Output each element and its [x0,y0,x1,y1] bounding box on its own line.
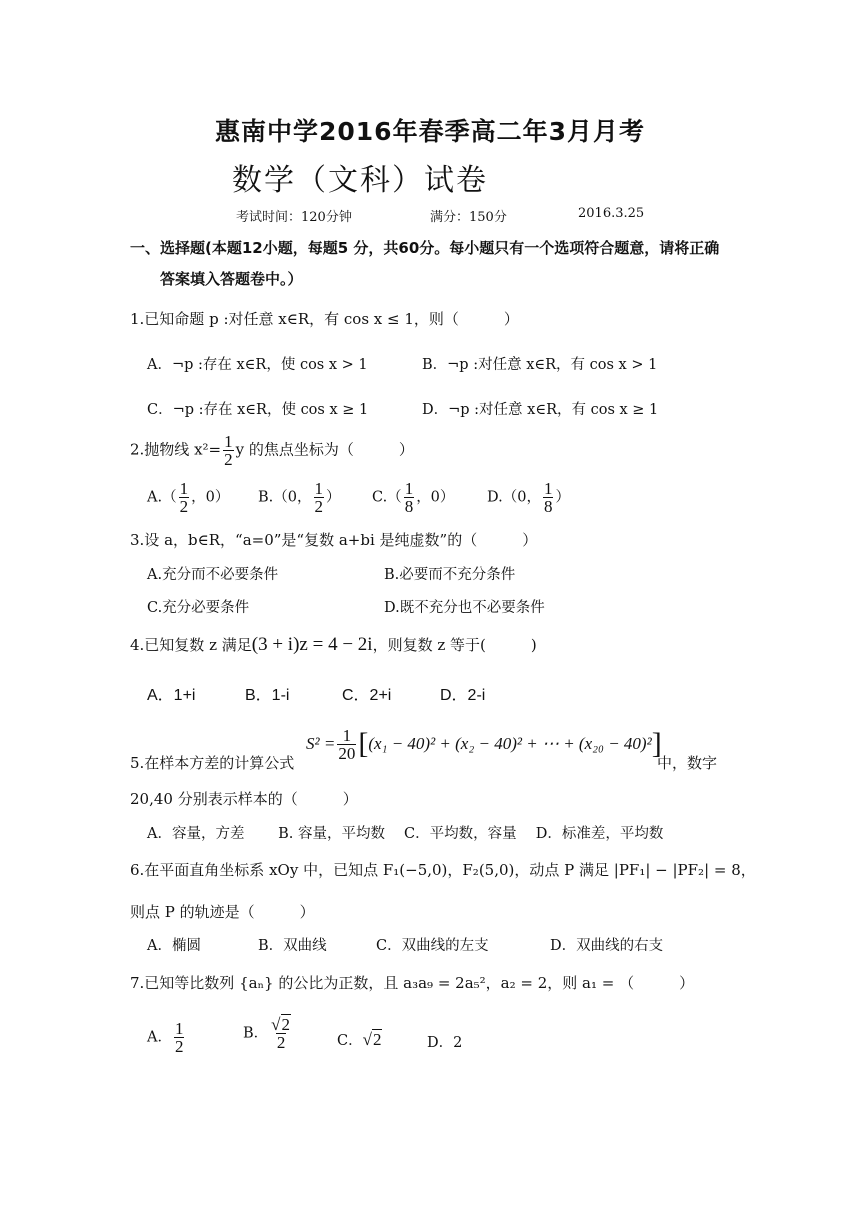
fraction-denominator: 2 [179,497,189,516]
fraction-denominator: 20 [338,744,356,763]
question-3-option-b: B.必要而不充分条件 [384,567,516,583]
question-2-option-c [372,480,454,515]
option-suffix: ） [555,489,570,506]
fraction-numerator: 1 [174,1019,184,1038]
question-6-option-b: B．双曲线 [258,938,327,954]
radicand: 2 [281,1015,290,1034]
question-1-option-c: C．¬p :存在 x∈R，使 cos x ≥ 1 [147,402,369,418]
fraction-numerator: 1 [314,479,323,498]
question-3-option-a: A.充分而不必要条件 [147,567,279,583]
square-root: √2 [362,1030,382,1049]
fraction-denominator: 2 [174,1037,184,1056]
fraction-numerator: 1 [179,479,189,498]
question-2-stem-end: y 的焦点坐标为（ ） [235,440,414,459]
question-2-option-a [147,480,229,515]
question-6-stem-end: 则点 P 的轨迹是（ ） [130,903,315,921]
fraction-numerator: √2 [271,1015,290,1034]
exam-date: 2016.3.25 [578,206,645,221]
complex-equation: (3 + i)z = 4 − 2i [251,634,373,655]
question-7-stem: 7.已知等比数列 {aₙ} 的公比为正数，且 a₃a₉ = 2a₅²，a₂ = 2，则 a₁ = （ ） [130,974,695,992]
question-1-option-b: B．¬p :对任意 x∈R，有 cos x > 1 [422,357,658,373]
question-4-stem-start: 4.已知复数 z 满足 [130,636,252,654]
fraction-one-half [223,433,234,468]
question-7-option-c [337,1029,382,1050]
question-6-option-d: D．双曲线的右支 [550,938,664,954]
section-heading-line2: 答案填入答题卷中。） [160,270,303,288]
section-heading-line1: 一、选择题(本题12小题，每题5 分，共60分。每小题只有一个选项符合题意，请将正确 [130,239,720,257]
fraction-one-half [174,1020,185,1055]
question-2-stem [130,433,414,468]
question-6-option-c: C．双曲线的左支 [376,938,489,954]
question-7-option-b [243,1016,294,1051]
question-3-option-c: C.充分必要条件 [147,600,250,616]
question-2-option-d [487,480,570,515]
fraction-numerator: 1 [404,479,414,498]
option-prefix: A.（ [147,489,177,506]
option-label: A． [147,1029,172,1046]
question-5-options: A．容量，方差 B. 容量，平均数 C．平均数，容量 D．标准差，平均数 [147,826,664,842]
fraction-one-eighth [543,480,554,515]
left-bracket: [ [358,727,369,760]
option-label: C． [337,1033,363,1049]
question-3-stem: 3.设 a，b∈R，“a=0”是“复数 a+bi 是纯虚数”的（ ） [130,531,538,549]
fraction-numerator: 1 [543,479,553,498]
fraction-denominator: 8 [404,497,414,516]
question-5-stem-start: 5.在样本方差的计算公式 [130,754,295,772]
question-2-option-b [258,480,341,515]
question-4-option-c: C．2+i [342,687,392,704]
question-4-option-b: B．1-i [245,687,290,704]
option-suffix: ，0） [416,489,455,506]
question-6-stem: 6.在平面直角坐标系 xOy 中，已知点 F₁(−5,0)，F₂(5,0)，动点 P 满足 |PF₁| − |PF₂| = 8， [130,861,756,879]
question-7-option-d: D．2 [427,1035,463,1051]
option-label: B． [243,1025,269,1042]
option-prefix: D.（0， [487,489,541,506]
question-5-stem-end: 20,40 分别表示样本的（ ） [130,790,358,808]
question-7-option-a [147,1020,186,1055]
exam-subject-title: 数学（文科）试卷 [232,163,488,198]
fraction-numerator: 1 [342,726,352,745]
question-5-stem-middle: 中，数字 [657,754,718,772]
option-prefix: B.（0， [258,489,312,506]
question-4-option-d: D．2-i [440,687,486,704]
option-suffix: ，0） [191,489,230,506]
question-4-stem [130,634,537,656]
right-bracket: ] [651,727,662,760]
exam-score: 满分：150分 [430,210,507,225]
question-1-option-d: D．¬p :对任意 x∈R，有 cos x ≥ 1 [422,402,659,418]
fraction-denominator: 2 [276,1033,286,1052]
question-6-option-a: A．椭圆 [147,938,201,954]
variance-sum: (x₁ − 40)² + (x₂ − 40)² + ⋯ + (x₂₀ − 40)² [368,734,652,753]
fraction-numerator: 1 [224,432,233,451]
fraction-denominator: 8 [543,497,553,516]
fraction-one-half [179,480,190,515]
question-4-stem-end: ，则复数 z 等于( ) [372,636,537,654]
fraction-root-two-over-two [270,1016,292,1051]
question-2-stem-start: 2.抛物线 x²= [130,440,222,459]
fraction-one-eighth [404,480,415,515]
fraction-denominator: 2 [224,450,233,469]
question-3-option-d: D.既不充分也不必要条件 [384,600,545,616]
option-suffix: ） [326,489,341,506]
question-4-option-a: A．1+i [147,687,196,704]
radicand: 2 [372,1030,382,1049]
variance-formula [306,727,662,762]
fraction-one-half [314,480,325,515]
exam-school-title: 惠南中学2016年春季高二年3月月考 [215,117,645,146]
question-1-option-a: A．¬p :存在 x∈R，使 cos x > 1 [147,357,368,373]
question-1-stem: 1.已知命题 p :对任意 x∈R，有 cos x ≤ 1，则（ ） [130,310,519,328]
option-prefix: C.（ [372,489,402,506]
variance-lhs: S² = [306,734,336,753]
exam-time: 考试时间：120分钟 [236,210,352,225]
fraction-one-twentieth [337,727,356,762]
fraction-denominator: 2 [314,497,323,516]
